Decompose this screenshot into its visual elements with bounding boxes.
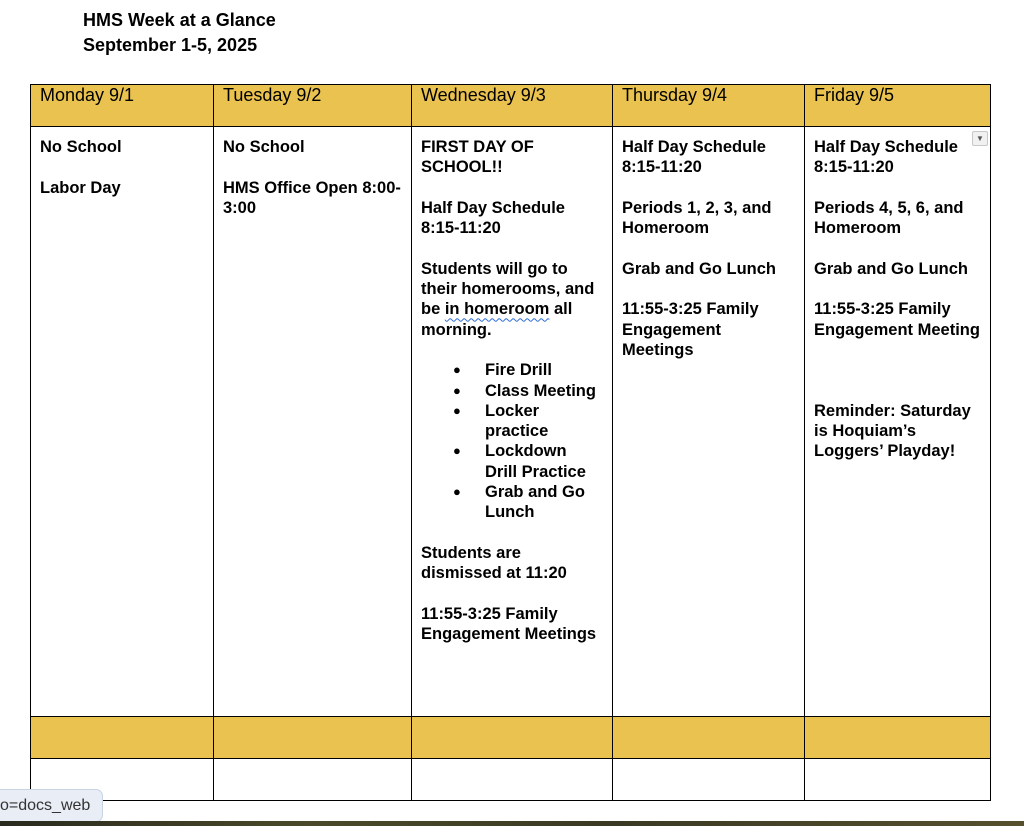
header-cell-monday[interactable] — [31, 85, 214, 127]
text-run: all morning. — [421, 300, 573, 339]
empty-header-row — [31, 717, 991, 759]
cell-paragraph: Labor Day — [40, 178, 121, 197]
header-cell-tuesday[interactable] — [214, 85, 412, 127]
cell-paragraph: HMS Office Open 8:00-3:00 — [223, 178, 401, 217]
week-table — [30, 84, 991, 801]
cell-paragraph: 11:55-3:25 Family Engagement Meeting — [814, 300, 980, 339]
header-row — [31, 85, 991, 127]
empty-cell[interactable] — [31, 717, 214, 759]
content-cell-monday[interactable] — [31, 127, 214, 717]
empty-cell[interactable] — [805, 759, 991, 801]
list-item: ● Fire Drill — [485, 360, 603, 380]
cell-paragraph: Periods 1, 2, 3, and Homeroom — [622, 198, 772, 238]
content-cell-thursday[interactable] — [613, 127, 805, 717]
header-label: Wednesday 9/3 — [421, 85, 546, 105]
header-label: Tuesday 9/2 — [223, 85, 322, 105]
header-cell-thursday[interactable] — [613, 85, 805, 127]
cell-paragraph: Grab and Go Lunch — [622, 259, 777, 278]
reminder-paragraph: Reminder: Saturday is Hoquiam’s Loggers’ Playday! — [814, 401, 971, 461]
list-item: ● Locker practice — [485, 401, 603, 442]
content-cell-tuesday[interactable] — [214, 127, 412, 717]
header-cell-friday[interactable] — [805, 85, 991, 127]
empty-content-row — [31, 759, 991, 801]
empty-cell[interactable] — [214, 717, 412, 759]
cell-paragraph: Grab and Go Lunch — [814, 259, 969, 278]
empty-cell[interactable] — [613, 759, 805, 801]
title-line-1: HMS Week at a Glance — [83, 10, 276, 30]
cell-paragraph: Half Day Schedule 8:15-11:20 — [421, 198, 565, 238]
empty-cell[interactable] — [214, 759, 412, 801]
dropdown-arrow-icon[interactable]: ▼ — [972, 131, 988, 146]
cell-paragraph: FIRST DAY OF SCHOOL!! — [421, 138, 534, 177]
content-cell-wednesday[interactable] — [412, 127, 613, 717]
cell-paragraph: No School — [40, 138, 122, 156]
list-item: ● Class Meeting — [485, 381, 603, 401]
cell-paragraph: No School — [223, 138, 305, 156]
empty-cell[interactable] — [412, 717, 613, 759]
title-line-2: September 1-5, 2025 — [83, 35, 258, 55]
cell-paragraph — [421, 259, 603, 340]
header-label: Friday 9/5 — [814, 85, 895, 105]
cell-paragraph: Half Day Schedule 8:15-11:20 — [814, 138, 958, 177]
content-cell-friday[interactable] — [805, 127, 991, 717]
empty-cell[interactable] — [412, 759, 613, 801]
list-item: ● Lockdown Drill Practice — [485, 441, 603, 482]
status-url-chip: o=docs_web — [0, 789, 103, 822]
cell-paragraph: 11:55-3:25 Family Engagement Meetings — [622, 300, 759, 359]
window-bottom-strip — [0, 821, 1024, 826]
content-row — [31, 127, 991, 717]
header-label: Monday 9/1 — [40, 85, 135, 105]
header-label: Thursday 9/4 — [622, 85, 728, 105]
cell-paragraph: 11:55-3:25 Family Engagement Meetings — [421, 604, 597, 644]
document-title — [83, 8, 276, 58]
cell-paragraph: Periods 4, 5, 6, and Homeroom — [814, 198, 964, 238]
activity-bullet-list — [421, 360, 603, 522]
cell-paragraph: Students are dismissed at 11:20 — [421, 543, 567, 583]
empty-cell[interactable] — [613, 717, 805, 759]
cell-paragraph: Half Day Schedule 8:15-11:20 — [622, 138, 766, 177]
header-cell-wednesday[interactable] — [412, 85, 613, 127]
text-run: Students will go to their homerooms, and be — [421, 259, 595, 319]
empty-cell[interactable] — [805, 717, 991, 759]
spellcheck-underlined-text[interactable]: in homeroom — [444, 300, 550, 319]
list-item: ● Grab and Go Lunch — [485, 482, 603, 523]
